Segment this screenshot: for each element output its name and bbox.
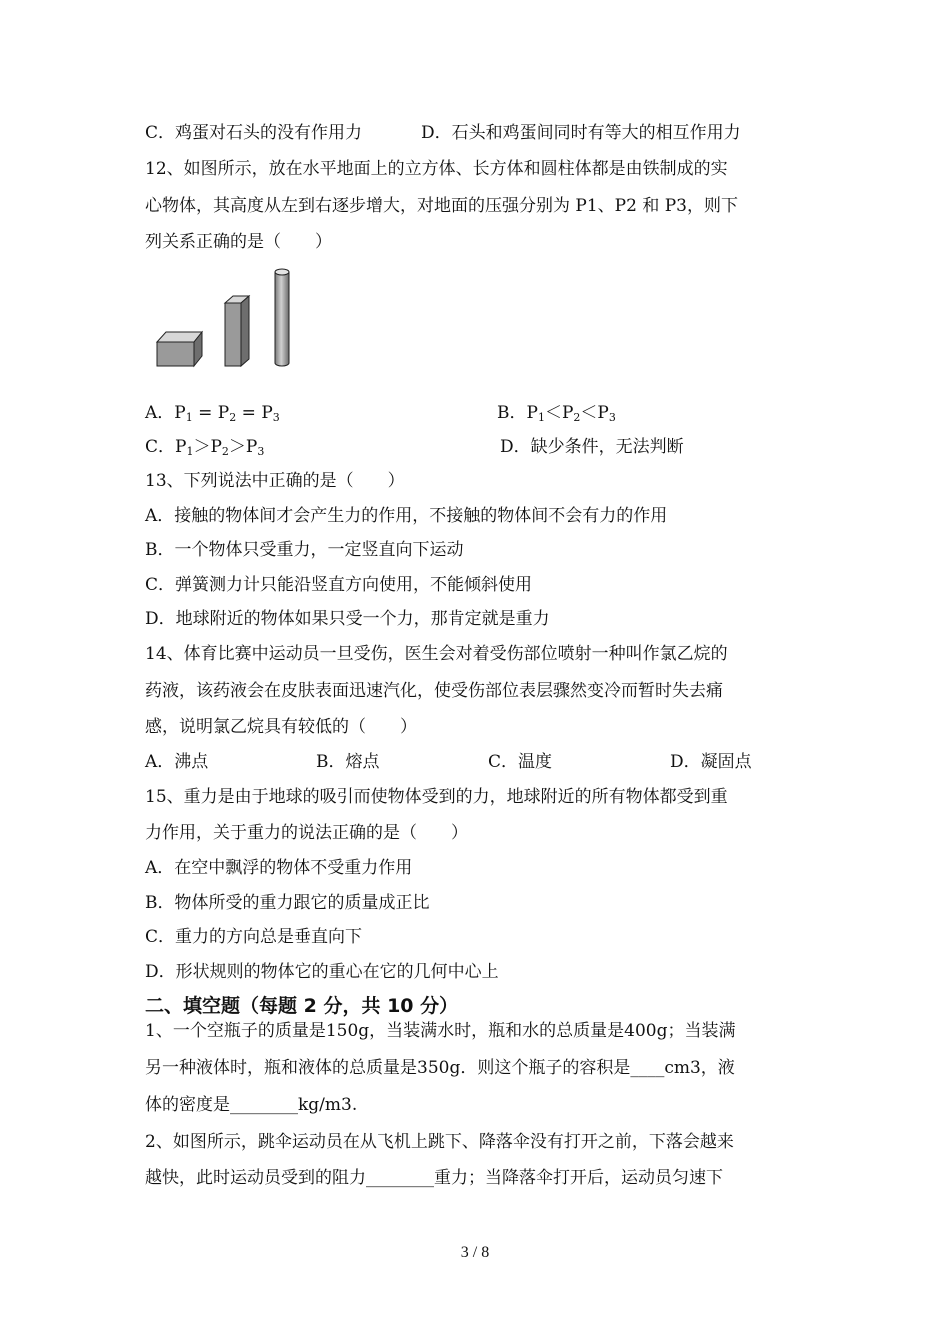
q13-option-d: D．地球附近的物体如果只受一个力，那肯定就是重力	[145, 609, 550, 629]
fill-q1-line-2: 另一种液体时，瓶和液体的总质量是350g．则这个瓶子的容积是____cm3，液	[145, 1058, 735, 1078]
cylinder-shape	[275, 269, 289, 366]
fill-q1-line-1: 1、一个空瓶子的质量是150g，当装满水时，瓶和水的总质量是400g；当装满	[145, 1021, 736, 1041]
fill-q1-line-3: 体的密度是________kg/m3.	[145, 1095, 358, 1115]
q12-option-a: A．$P_1 = P_2 = P_3$	[145, 403, 280, 424]
q13-option-c: C．弹簧测力计只能沿竖直方向使用，不能倾斜使用	[145, 575, 533, 595]
q15-stem-line-1: 15、重力是由于地球的吸引而使物体受到的力，地球附近的所有物体都受到重	[145, 787, 728, 807]
q13-option-a: A．接触的物体间才会产生力的作用，不接触的物体间不会有力的作用	[145, 506, 668, 526]
q14-option-b: B．熔点	[316, 752, 380, 772]
solids-figure	[150, 262, 300, 372]
q12-option-b: B．$P_1<P_2<P_3$	[497, 403, 616, 424]
q15-option-b: B．物体所受的重力跟它的质量成正比	[145, 893, 430, 913]
fill-q2-line-1: 2、如图所示，跳伞运动员在从飞机上跳下、降落伞没有打开之前，下落会越来	[145, 1132, 734, 1152]
q11-option-c: C．鸡蛋对石头的没有作用力	[145, 123, 363, 143]
q12-stem-line-1: 12、如图所示，放在水平地面上的立方体、长方体和圆柱体都是由铁制成的实	[145, 159, 728, 179]
q12-option-d: D．缺少条件，无法判断	[500, 437, 684, 457]
q12-option-c: C．$P_1>P_2>P_3$	[145, 437, 265, 458]
q14-stem-line-3: 感，说明氯乙烷具有较低的（ ）	[145, 717, 417, 737]
q12-stem-line-3: 列关系正确的是（ ）	[145, 232, 332, 252]
q13-stem: 13、下列说法中正确的是（ ）	[145, 471, 405, 491]
page-number: 3 / 8	[460, 1244, 490, 1261]
q12-stem-line-2: 心物体，其高度从左到右逐步增大，对地面的压强分别为 P1、P2 和 P3，则下	[145, 196, 738, 216]
q14-option-a: A．沸点	[145, 752, 209, 772]
cube-shape	[157, 332, 202, 366]
q15-option-c: C．重力的方向总是垂直向下	[145, 927, 363, 947]
section-heading: 二、填空题（每题 2 分，共 10 分）	[145, 995, 459, 1017]
cuboid-shape	[225, 296, 249, 366]
q14-option-c: C．温度	[488, 752, 553, 772]
q14-stem-line-2: 药液，该药液会在皮肤表面迅速汽化，使受伤部位表层骤然变冷而暂时失去痛	[145, 681, 723, 701]
q14-stem-line-1: 14、体育比赛中运动员一旦受伤，医生会对着受伤部位喷射一种叫作氯乙烷的	[145, 644, 728, 664]
q13-option-b: B．一个物体只受重力，一定竖直向下运动	[145, 540, 464, 560]
q15-option-d: D．形状规则的物体它的重心在它的几何中心上	[145, 962, 499, 982]
q15-stem-line-2: 力作用，关于重力的说法正确的是（ ）	[145, 823, 468, 843]
q11-option-d: D．石头和鸡蛋间同时有等大的相互作用力	[421, 123, 741, 143]
fill-q2-line-2: 越快，此时运动员受到的阻力________重力；当降落伞打开后，运动员匀速下	[145, 1168, 723, 1188]
q14-option-d: D．凝固点	[670, 752, 752, 772]
q15-option-a: A．在空中飘浮的物体不受重力作用	[145, 858, 413, 878]
